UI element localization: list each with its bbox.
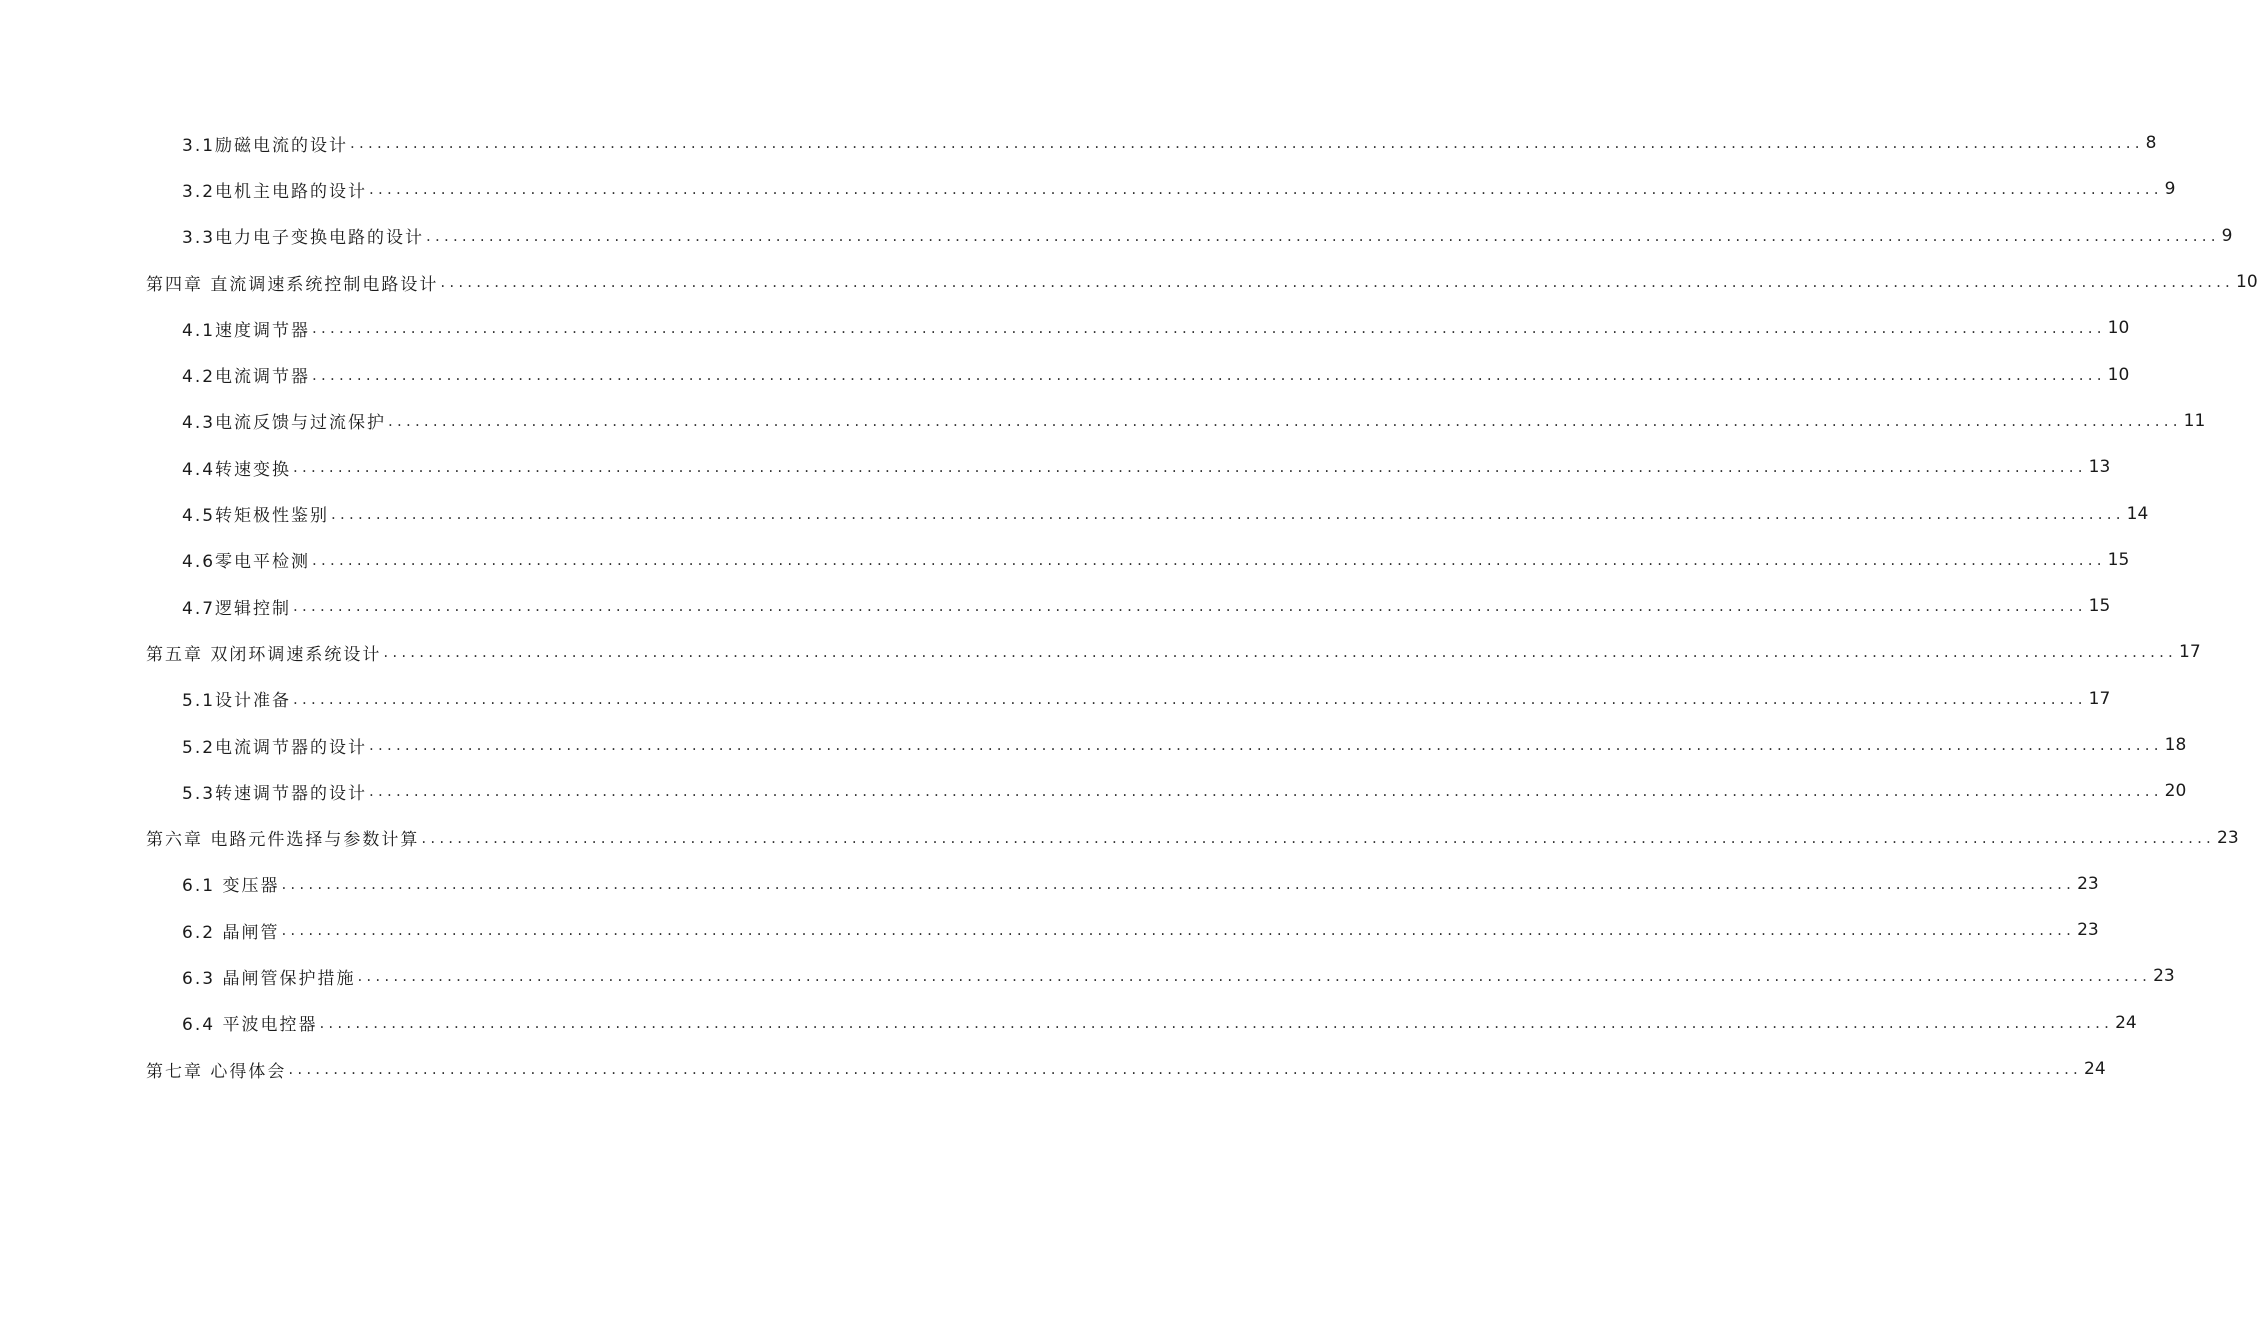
toc-entry-title: 6.2 晶闸管 xyxy=(182,922,280,943)
toc-entry-title: 3.1励磁电流的设计 xyxy=(182,135,349,156)
toc-chapter-entry[interactable] xyxy=(0,259,2258,305)
toc-page-number: 15 xyxy=(2088,596,2111,617)
toc-entry-title: 4.6零电平检测 xyxy=(182,552,311,573)
toc-section-entry[interactable] xyxy=(0,676,2111,722)
dot-leader: ........................................................................................................................................................................................................ xyxy=(281,874,2076,893)
toc-entry-title: 5.1设计准备 xyxy=(182,691,292,712)
toc-entry-title: 6.4 平波电控器 xyxy=(182,1015,318,1036)
toc-entry-title: 4.4转速变换 xyxy=(182,459,292,480)
toc-page-number: 8 xyxy=(2145,133,2157,154)
toc-section-entry[interactable] xyxy=(0,1000,2137,1046)
toc-page-number: 10 xyxy=(2107,364,2130,385)
dot-leader: ........................................................................................................................................................................................................ xyxy=(350,134,2144,153)
toc-section-entry[interactable] xyxy=(0,120,2157,166)
dot-leader: ........................................................................................................................................................................................................ xyxy=(312,365,2106,384)
toc-entry-title: 5.2电流调节器的设计 xyxy=(182,737,368,758)
toc-page-number: 23 xyxy=(2153,966,2175,987)
toc-section-entry[interactable] xyxy=(0,722,2187,768)
toc-page-number: 14 xyxy=(2126,503,2149,524)
dot-leader: ........................................................................................................................................................................................................ xyxy=(388,411,2182,430)
toc-entry-title: 第五章 双闭环调速系统设计 xyxy=(146,644,382,665)
toc-entry-title: 4.5转矩极性鉴别 xyxy=(182,506,330,527)
toc-entry-title: 6.3 晶闸管保护措施 xyxy=(182,968,356,989)
dot-leader: ........................................................................................................................................................................................................ xyxy=(312,319,2106,338)
toc-page-number: 18 xyxy=(2164,735,2187,755)
toc-page-number: 23 xyxy=(2077,873,2099,894)
toc-section-entry[interactable] xyxy=(0,444,2111,490)
toc-entry-title: 6.1 变压器 xyxy=(182,876,280,897)
toc-section-entry[interactable] xyxy=(0,166,2176,212)
dot-leader: ........................................................................................................................................................................................................ xyxy=(383,643,2178,662)
toc-entry-title: 第六章 电路元件选择与参数计算 xyxy=(146,830,420,851)
dot-leader: ........................................................................................................................................................................................................ xyxy=(426,226,2220,245)
dot-leader: ........................................................................................................................................................................................................ xyxy=(421,828,2216,847)
toc-chapter-entry[interactable] xyxy=(0,629,2201,675)
toc-entry-title: 5.3转速调节器的设计 xyxy=(182,783,368,804)
toc-section-entry[interactable] xyxy=(0,537,2130,583)
toc-page-number: 11 xyxy=(2183,410,2206,431)
toc-section-entry[interactable] xyxy=(0,305,2130,351)
toc-page-number: 17 xyxy=(2088,688,2111,709)
toc-entry-title: 4.1速度调节器 xyxy=(182,320,311,341)
dot-leader: ........................................................................................................................................................................................................ xyxy=(293,689,2087,708)
dot-leader: ........................................................................................................................................................................................................ xyxy=(369,180,2163,199)
toc-chapter-entry[interactable] xyxy=(0,814,2239,860)
toc-section-entry[interactable] xyxy=(0,768,2187,814)
dot-leader: ........................................................................................................................................................................................................ xyxy=(440,273,2235,292)
toc-page-number: 24 xyxy=(2115,1012,2137,1033)
toc-page-number: 23 xyxy=(2077,920,2099,941)
toc-section-entry[interactable] xyxy=(0,583,2111,629)
toc-section-entry[interactable] xyxy=(0,953,2175,999)
toc-page-number: 23 xyxy=(2217,827,2239,848)
dot-leader: ........................................................................................................................................................................................................ xyxy=(288,1060,2083,1079)
toc-section-entry[interactable] xyxy=(0,907,2099,953)
toc-entry-title: 4.7逻辑控制 xyxy=(182,598,292,619)
toc-section-entry[interactable] xyxy=(0,351,2130,397)
toc-page-number: 13 xyxy=(2088,457,2111,478)
toc-section-entry[interactable] xyxy=(0,861,2099,907)
toc-page-number: 24 xyxy=(2084,1059,2106,1080)
toc-entry-title: 4.2电流调节器 xyxy=(182,367,311,388)
toc-page-number: 10 xyxy=(2107,318,2130,339)
toc-page-number: 9 xyxy=(2221,225,2233,246)
toc-page-number: 20 xyxy=(2164,781,2187,802)
toc-section-entry[interactable] xyxy=(0,398,2206,444)
dot-leader: ........................................................................................................................................................................................................ xyxy=(331,504,2125,523)
toc-entry-title: 第四章 直流调速系统控制电路设计 xyxy=(146,274,439,295)
toc-entry-title: 第七章 心得体会 xyxy=(146,1061,287,1082)
toc-entry-title: 3.2电机主电路的设计 xyxy=(182,181,368,202)
dot-leader: ........................................................................................................................................................................................................ xyxy=(319,1013,2114,1032)
table-of-contents xyxy=(0,120,2258,1092)
dot-leader: ........................................................................................................................................................................................................ xyxy=(369,736,2163,754)
toc-page-number: 9 xyxy=(2164,179,2176,200)
toc-section-entry[interactable] xyxy=(0,490,2149,536)
toc-page-number: 10 xyxy=(2236,272,2258,293)
toc-entry-title: 3.3电力电子变换电路的设计 xyxy=(182,228,425,249)
dot-leader: ........................................................................................................................................................................................................ xyxy=(281,921,2076,940)
toc-page-number: 17 xyxy=(2179,642,2201,663)
dot-leader: ........................................................................................................................................................................................................ xyxy=(312,550,2106,569)
toc-entry-title: 4.3电流反馈与过流保护 xyxy=(182,413,387,434)
toc-chapter-entry[interactable] xyxy=(0,1046,2106,1092)
dot-leader: ........................................................................................................................................................................................................ xyxy=(357,967,2152,986)
dot-leader: ........................................................................................................................................................................................................ xyxy=(293,597,2087,616)
toc-page-number: 15 xyxy=(2107,549,2130,570)
dot-leader: ........................................................................................................................................................................................................ xyxy=(293,458,2087,477)
dot-leader: ........................................................................................................................................................................................................ xyxy=(369,782,2163,801)
toc-section-entry[interactable] xyxy=(0,213,2233,259)
